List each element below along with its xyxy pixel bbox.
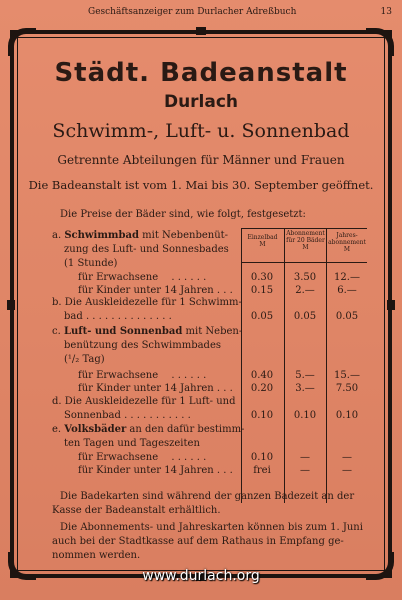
item-e-adults bbox=[78, 452, 206, 463]
column-header-unit: M bbox=[343, 246, 351, 253]
price-e-adults-subscription: — bbox=[300, 452, 310, 463]
item-letter: e. bbox=[52, 424, 65, 435]
note-1-line-2: Kasse der Badeanstalt erhältlich. bbox=[52, 505, 221, 516]
column-header-label: Jahres-abonnement bbox=[328, 232, 366, 246]
column-header-subscription bbox=[285, 230, 326, 251]
item-letter: c. bbox=[52, 326, 64, 337]
subtitle: Schwimm-, Luft- u. Sonnenbad bbox=[52, 120, 350, 142]
price-a-adults-subscription: 3.50 bbox=[293, 272, 317, 283]
column-header-label: Abonnement für 20 Bäder bbox=[286, 230, 325, 244]
price-c-children-single: 0.20 bbox=[250, 383, 274, 394]
note-2-line-2: auch bei der Stadtkasse auf dem Rathaus in Empfang ge- bbox=[52, 536, 344, 547]
column-header-label: Einzelbad bbox=[247, 234, 278, 241]
item-b-heading: b. Die Auskleidezelle für 1 Schwimm- bbox=[52, 297, 242, 308]
item-a-adults bbox=[78, 272, 206, 283]
leader-dots: . . . . . . . . . . . . . . bbox=[85, 311, 172, 322]
price-a-children-single: 0.15 bbox=[250, 285, 274, 296]
page-title: Städt. Badeanstalt bbox=[54, 58, 348, 88]
town-name: Durlach bbox=[163, 92, 239, 112]
price-c-children-annual: 7.50 bbox=[335, 383, 359, 394]
running-header bbox=[0, 7, 402, 21]
item-d-line-2 bbox=[64, 410, 191, 421]
prices-intro: Die Preise der Bäder sind, wie folgt, festgesetzt: bbox=[60, 209, 306, 220]
row-label: bad bbox=[64, 311, 83, 322]
table-rule-header bbox=[241, 262, 367, 263]
leader-dots: . . . . . . bbox=[171, 452, 207, 463]
price-e-children-single: frei bbox=[253, 465, 271, 476]
item-c-children bbox=[78, 383, 233, 394]
frame-ornament-left bbox=[7, 300, 15, 310]
item-c-line-3: (¹/₂ Tag) bbox=[64, 354, 105, 365]
item-c-adults bbox=[78, 370, 206, 381]
price-d-annual: 0.10 bbox=[335, 410, 359, 421]
item-d-heading: d. Die Auskleidezelle für 1 Luft- und bbox=[52, 396, 236, 407]
price-b-annual: 0.05 bbox=[335, 311, 359, 322]
price-e-adults-single: 0.10 bbox=[250, 452, 274, 463]
item-e-line-2: ten Tagen und Tageszeiten bbox=[64, 438, 200, 449]
page-number: 13 bbox=[380, 7, 392, 17]
note-1-line-1: Die Badekarten sind während der ganzen Badezeit an der bbox=[60, 491, 355, 502]
price-b-single: 0.05 bbox=[250, 311, 274, 322]
item-title: Luft- und Sonnenbad bbox=[63, 326, 183, 337]
frame-ornament-top bbox=[196, 27, 206, 35]
price-c-adults-single: 0.40 bbox=[250, 370, 274, 381]
item-e-children bbox=[78, 465, 233, 476]
row-label: für Kinder unter 14 Jahren bbox=[78, 383, 214, 394]
item-a-line-2: zung des Luft- und Sonnesbades bbox=[64, 244, 229, 255]
price-e-children-subscription: — bbox=[300, 465, 310, 476]
item-title: Volksbäder bbox=[64, 424, 127, 435]
price-c-adults-annual: 15.— bbox=[334, 370, 360, 381]
price-a-children-annual: 6.— bbox=[337, 285, 357, 296]
item-a-children bbox=[78, 285, 233, 296]
note-2-line-1: Die Abonnements- und Jahreskarten können bis zum 1. Juni bbox=[60, 522, 363, 533]
sections-note: Getrennte Abteilungen für Männer und Frauen bbox=[57, 153, 345, 167]
item-c-line-2: benützung des Schwimmbades bbox=[64, 340, 222, 351]
leader-dots: . . . bbox=[216, 465, 233, 476]
item-title: Schwimmbad bbox=[64, 230, 139, 241]
note-2-line-3: nommen werden. bbox=[52, 550, 141, 561]
column-header-single bbox=[241, 234, 284, 248]
item-text: mit Neben- bbox=[182, 326, 243, 337]
price-a-adults-single: 0.30 bbox=[250, 272, 274, 283]
price-d-subscription: 0.10 bbox=[293, 410, 317, 421]
row-label: für Kinder unter 14 Jahren bbox=[78, 285, 214, 296]
leader-dots: . . . bbox=[216, 383, 233, 394]
item-letter: a. bbox=[52, 230, 65, 241]
row-label: für Erwachsene bbox=[78, 370, 159, 381]
item-a-heading bbox=[52, 230, 228, 241]
leader-dots: . . . . . . bbox=[171, 272, 207, 283]
item-a-line-3: (1 Stunde) bbox=[64, 258, 118, 269]
price-b-subscription: 0.05 bbox=[293, 311, 317, 322]
leader-dots: . . . . . . . . . . . bbox=[124, 410, 191, 421]
running-header-text: Geschäftsanzeiger zum Durlacher Adreßbuch bbox=[88, 7, 297, 17]
price-a-adults-annual: 12.— bbox=[334, 272, 360, 283]
price-c-adults-subscription: 5.— bbox=[295, 370, 315, 381]
price-c-children-subscription: 3.— bbox=[295, 383, 315, 394]
price-d-single: 0.10 bbox=[250, 410, 274, 421]
item-e-heading bbox=[52, 424, 244, 435]
row-label: für Kinder unter 14 Jahren bbox=[78, 465, 214, 476]
leader-dots: . . . . . . bbox=[171, 370, 207, 381]
item-c-heading bbox=[52, 326, 242, 337]
leader-dots: . . . bbox=[216, 285, 233, 296]
season-text: Die Badeanstalt ist vom 1. Mai bis 30. September geöffnet. bbox=[28, 178, 374, 192]
row-label: Sonnenbad bbox=[64, 410, 121, 421]
watermark: www.durlach.org bbox=[142, 568, 260, 584]
table-rule-top bbox=[241, 228, 367, 229]
row-label: für Erwachsene bbox=[78, 272, 159, 283]
frame-ornament-right bbox=[387, 300, 395, 310]
price-a-children-subscription: 2.— bbox=[295, 285, 315, 296]
price-e-adults-annual: — bbox=[342, 452, 352, 463]
price-e-children-annual: — bbox=[342, 465, 352, 476]
item-text: an den dafür bestimm- bbox=[126, 424, 245, 435]
column-header-annual bbox=[327, 232, 367, 253]
row-label: für Erwachsene bbox=[78, 452, 159, 463]
item-text: mit Nebenbenüt- bbox=[138, 230, 229, 241]
column-header-unit: M bbox=[302, 244, 309, 251]
item-b-line-2 bbox=[64, 311, 172, 322]
column-header-unit: M bbox=[259, 241, 266, 248]
